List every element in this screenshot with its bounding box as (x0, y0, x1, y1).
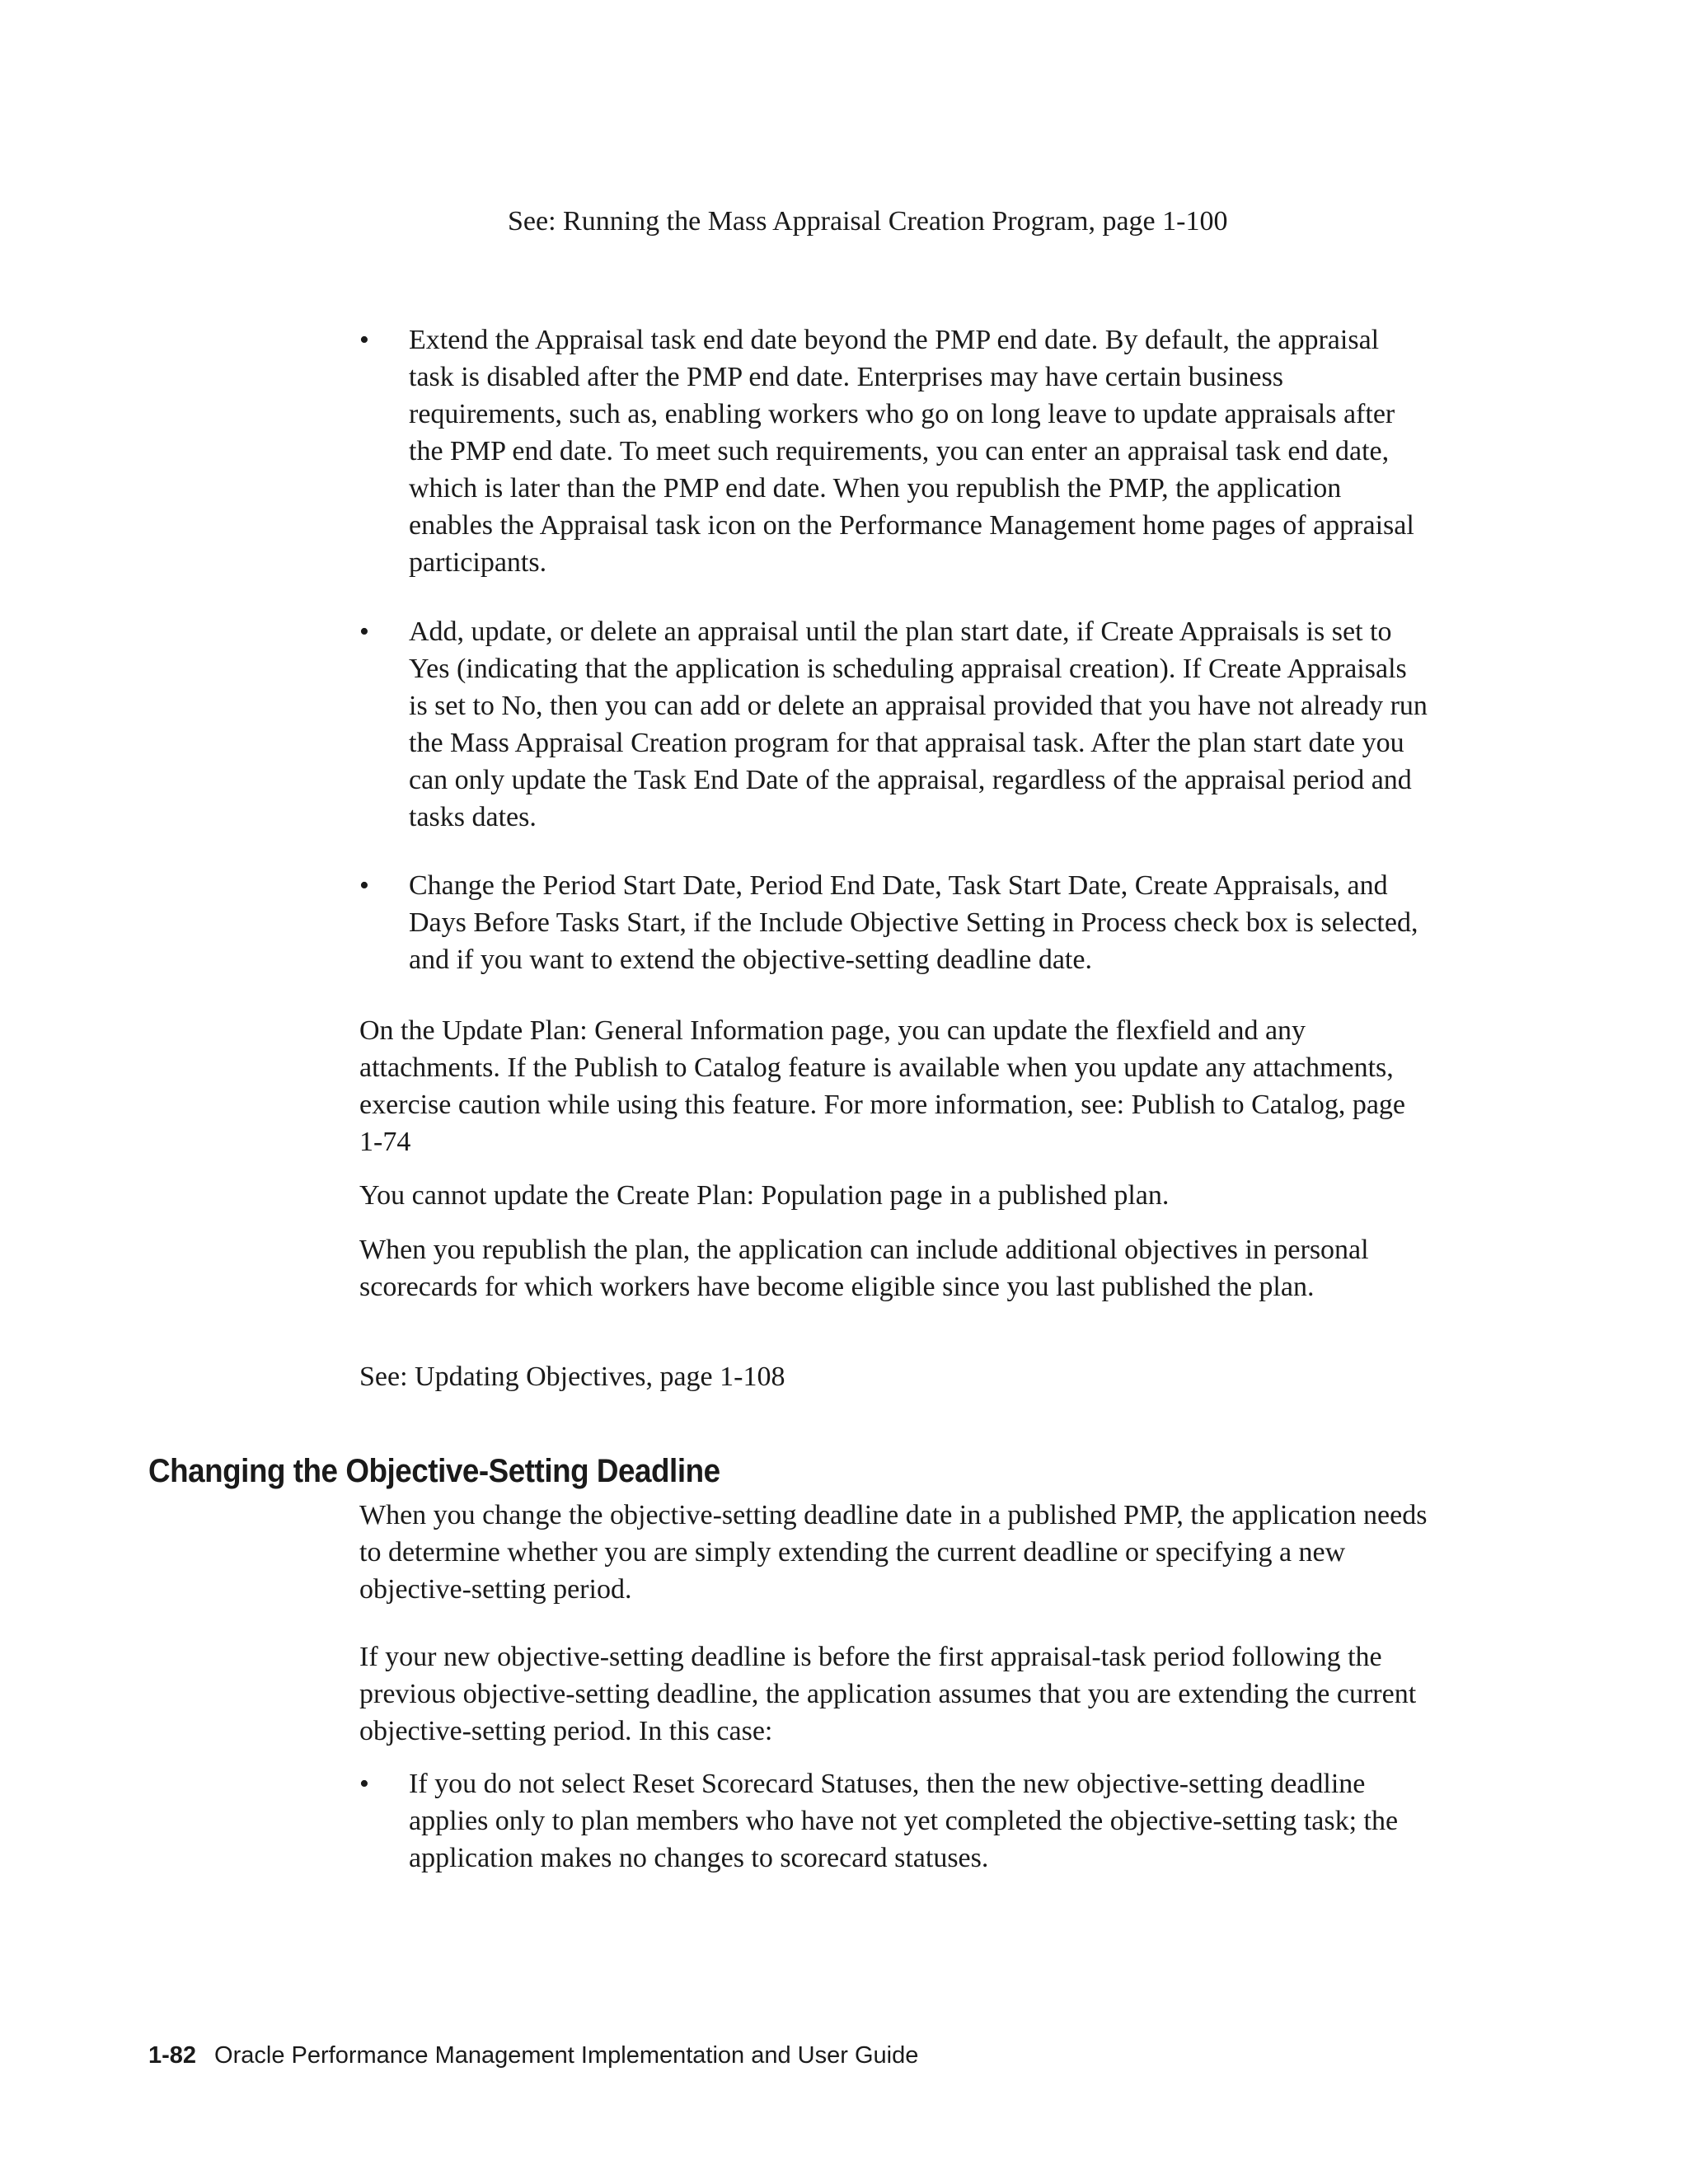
page-footer (148, 2041, 918, 2070)
bullet-item (359, 867, 1431, 978)
bullet-item (359, 321, 1431, 581)
paragraph-republish: When you republish the plan, the application can include additional objectives in personal scorecards for which workers have become eligible since you last published the plan. (359, 1235, 1369, 1302)
bullet-item (359, 1765, 1431, 1877)
page-number: 1-82 (148, 2042, 197, 2069)
bullet-item (359, 613, 1431, 836)
section-heading: Changing the Objective-Setting Deadline (148, 1453, 720, 1489)
see-reference-objectives: See: Updating Objectives, page 1-108 (359, 1361, 785, 1392)
bullet-marker: • (359, 1769, 369, 1799)
bullet-marker: • (359, 325, 369, 355)
bullet-marker: • (359, 870, 369, 901)
section-paragraph: When you change the objective-setting deadline date in a published PMP, the application needs to determine whether you are simply extending the current deadline or specifying a new objective-setting period. (359, 1500, 1428, 1605)
see-reference-top: See: Running the Mass Appraisal Creation Program, page 1-100 (508, 206, 1228, 237)
paragraph-update-plan: On the Update Plan: General Information page, you can update the flexfield and any attachments. If the Publish to Catalog feature is available when you update any attachments, exercise caution while using this feature. For more information, see: Publish to Catalog, page 1-74 (359, 1015, 1406, 1157)
bullet-text: Change the Period Start Date, Period End Date, Task Start Date, Create Appraisals, and Days Before Tasks Start, if the Include Objective Setting in Process check box is selected, and if you want to extend the objective-setting deadline date. (409, 870, 1418, 975)
guide-title: Oracle Performance Management Implementation and User Guide (214, 2042, 919, 2069)
bullet-text: If you do not select Reset Scorecard Statuses, then the new objective-setting deadline applies only to plan members who have not yet completed the objective-setting task; the application makes no changes to scorecard statuses. (409, 1769, 1399, 1873)
bullet-marker: • (359, 616, 369, 647)
bullet-text: Extend the Appraisal task end date beyond the PMP end date. By default, the appraisal task is disabled after the PMP end date. Enterprises may have certain business requirements, such as, enabling workers who go on long leave to update appraisals after the PMP end date. To meet such requirements, you can enter an appraisal task end date, which is later than the PMP end date. When you republish the PMP, the application enables the Appraisal task icon on the Performance Management home pages of appraisal participants. (409, 325, 1414, 578)
paragraph-population: You cannot update the Create Plan: Population page in a published plan. (359, 1180, 1170, 1211)
bullet-text: Add, update, or delete an appraisal until the plan start date, if Create Appraisals is set to Yes (indicating that the application is scheduling appraisal creation). If Create Appraisals is set to No, then you can add or delete an appraisal provided that you have not already run the Mass Appraisal Creation program for that appraisal task. After the plan start date you can only update the Task End Date of the appraisal, regardless of the appraisal period and tasks dates. (409, 616, 1428, 832)
section-paragraph: If your new objective-setting deadline is before the first appraisal-task period following the previous objective-setting deadline, the application assumes that you are extending the current objective-setting period. In this case: (359, 1642, 1417, 1746)
